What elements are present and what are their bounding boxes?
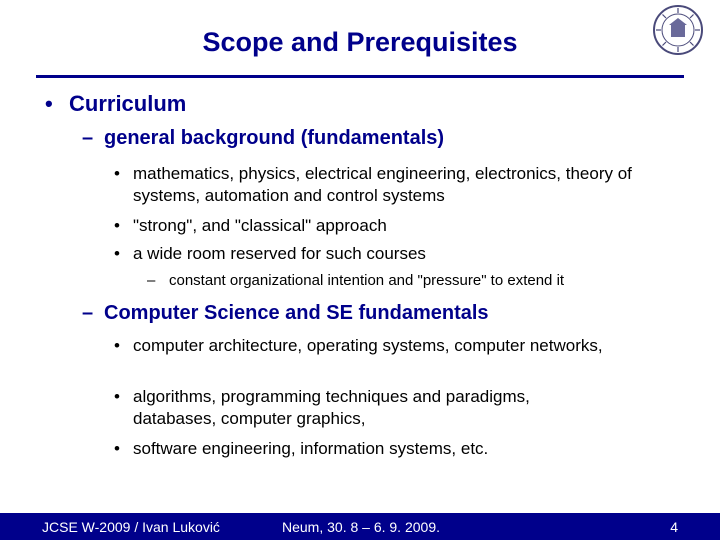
list-item <box>114 386 614 430</box>
list-item <box>114 438 674 460</box>
sub-list-item-text: constant organizational intention and "pressure" to extend it <box>169 272 565 289</box>
slide-title: Scope and Prerequisites <box>202 27 518 57</box>
footer-venue-date: Neum, 30. 8 – 6. 9. 2009. <box>282 519 440 535</box>
university-seal-icon <box>652 4 704 56</box>
list-item-text: "strong", and "classical" approach <box>133 216 387 235</box>
bullet-text: Curriculum <box>69 91 187 116</box>
dash: – <box>82 127 94 149</box>
footer-author: JCSE W-2009 / Ivan Luković <box>42 519 220 535</box>
bullet: • <box>114 336 120 355</box>
bullet: • <box>114 216 120 235</box>
list-item-text: a wide room reserved for such courses <box>133 244 426 263</box>
bullet: • <box>114 387 120 406</box>
bullet-curriculum <box>45 90 186 118</box>
list-item <box>114 215 674 237</box>
dash: – <box>147 272 156 289</box>
dash: – <box>82 302 94 324</box>
bullet: • <box>114 164 120 183</box>
title-divider <box>36 75 684 78</box>
section-general-background <box>82 125 444 151</box>
section-cs-se-fundamentals <box>82 300 489 326</box>
list-item-text: computer architecture, operating systems, computer networks, <box>133 336 603 355</box>
list-item <box>114 335 614 357</box>
list-item-text: software engineering, information systems, etc. <box>133 439 489 458</box>
list-item <box>114 163 674 207</box>
section-heading: Computer Science and SE fundamentals <box>104 302 489 324</box>
bullet: • <box>45 91 53 116</box>
bullet: • <box>114 244 120 263</box>
list-item-text: algorithms, programming techniques and paradigms, databases, computer graphics, <box>133 387 530 428</box>
footer-bar <box>0 513 720 540</box>
sub-list-item <box>147 271 564 291</box>
list-item-text: mathematics, physics, electrical engineering, electronics, theory of systems, automation and control systems <box>133 164 632 205</box>
bullet: • <box>114 439 120 458</box>
section-heading: general background (fundamentals) <box>104 127 445 149</box>
page-number: 4 <box>670 519 678 535</box>
list-item <box>114 243 674 265</box>
